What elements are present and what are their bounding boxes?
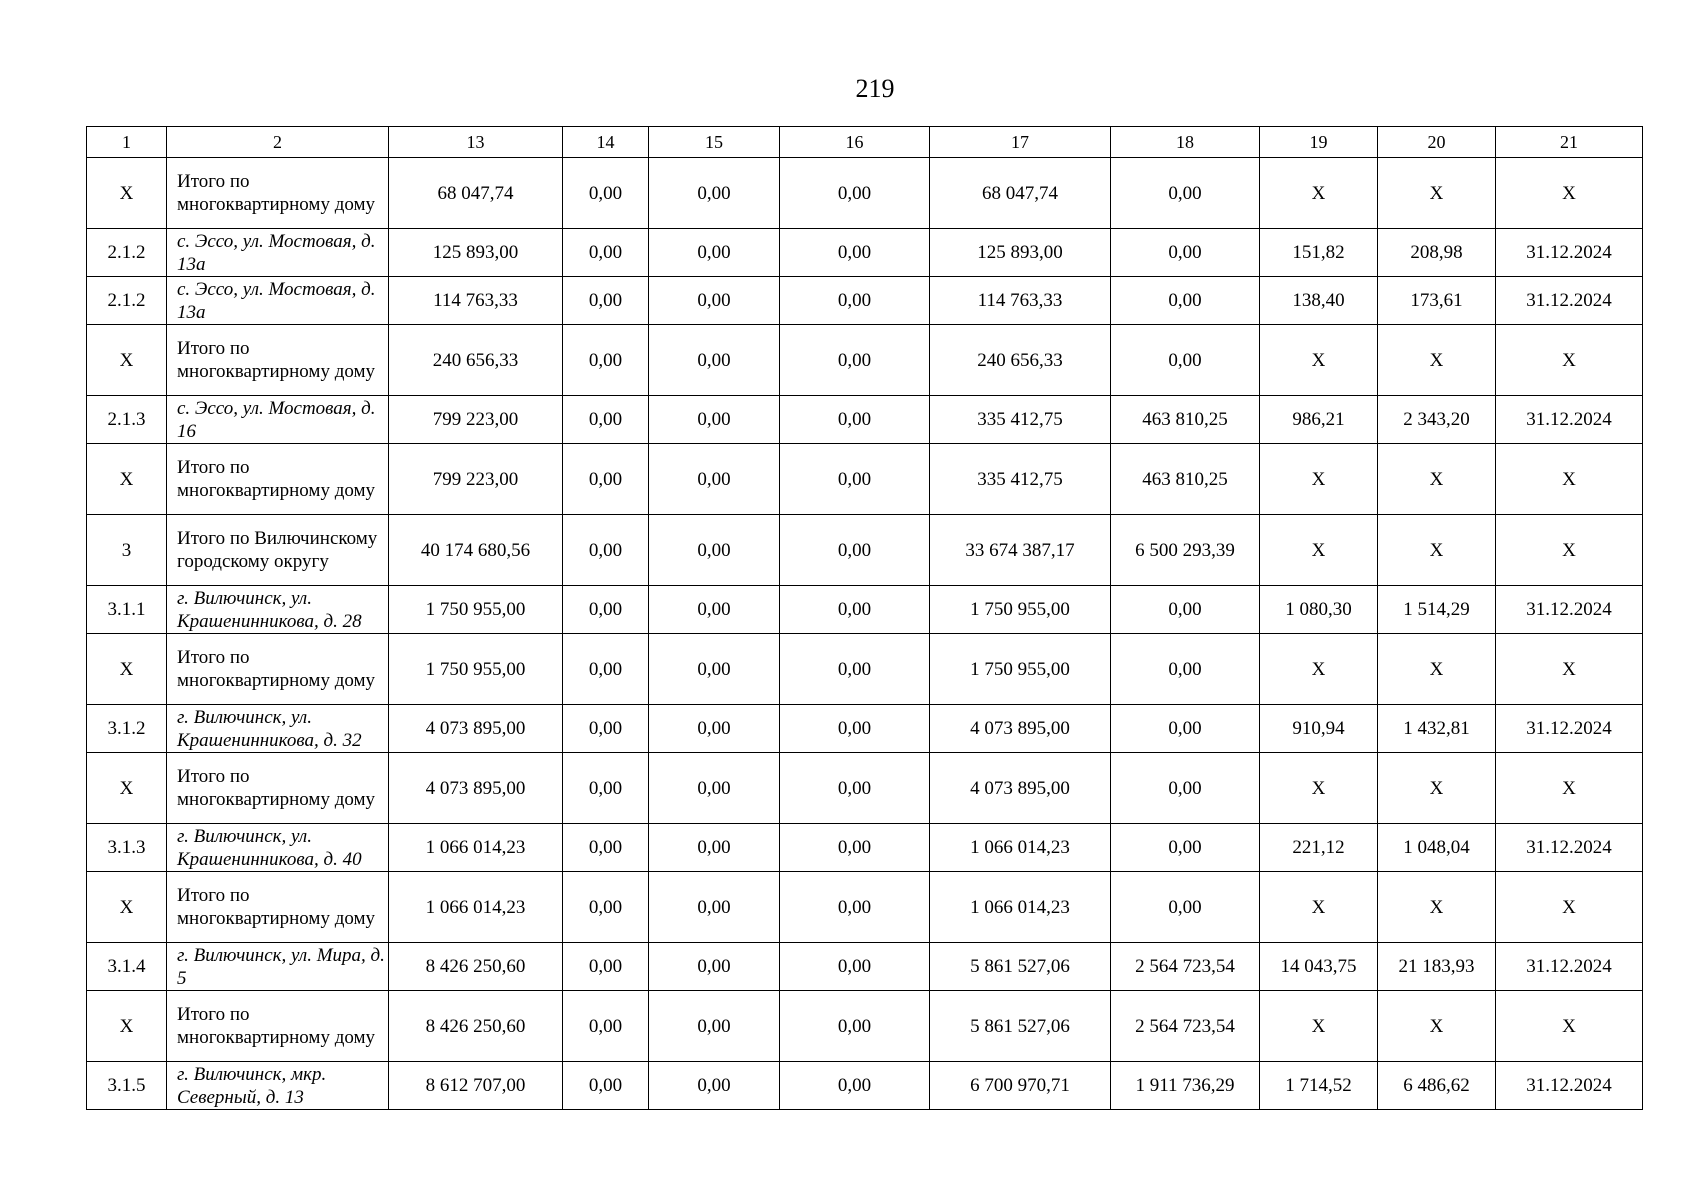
table-cell: 1 750 955,00 (930, 634, 1111, 705)
table-cell: 5 861 527,06 (930, 943, 1111, 991)
table-cell: 0,00 (780, 158, 930, 229)
row-name-cell: с. Эссо, ул. Мостовая, д. 16 (167, 396, 389, 444)
table-cell: 0,00 (780, 753, 930, 824)
table-cell: 0,00 (780, 824, 930, 872)
table-cell: 0,00 (563, 396, 649, 444)
table-cell: 0,00 (1111, 824, 1260, 872)
table-cell: X (1378, 634, 1496, 705)
row-name-cell: г. Вилючинск, ул. Крашенинникова, д. 32 (167, 705, 389, 753)
table-cell: 0,00 (563, 753, 649, 824)
table-cell: X (1378, 991, 1496, 1062)
table-cell: 0,00 (563, 943, 649, 991)
column-header: 1 (87, 127, 167, 158)
address-row (87, 277, 1643, 325)
table-cell: 0,00 (649, 753, 780, 824)
table-cell: 0,00 (1111, 872, 1260, 943)
table-cell: 1 514,29 (1378, 586, 1496, 634)
table-cell: 0,00 (780, 872, 930, 943)
table-cell: 31.12.2024 (1496, 1062, 1643, 1110)
table-cell: 0,00 (649, 444, 780, 515)
table-cell: X (1496, 634, 1643, 705)
row-name-cell: с. Эссо, ул. Мостовая, д. 13а (167, 277, 389, 325)
table-cell: 0,00 (780, 396, 930, 444)
table-cell: 125 893,00 (930, 229, 1111, 277)
table-cell: X (1496, 991, 1643, 1062)
total-row (87, 753, 1643, 824)
table-cell: 114 763,33 (389, 277, 563, 325)
column-header: 17 (930, 127, 1111, 158)
table-cell: 0,00 (563, 277, 649, 325)
table-cell: X (87, 872, 167, 943)
table-cell: 0,00 (780, 277, 930, 325)
row-name-cell: Итого по многоквартирному дому (167, 444, 389, 515)
table-cell: 31.12.2024 (1496, 824, 1643, 872)
table-cell: 0,00 (780, 515, 930, 586)
table-cell: 0,00 (649, 229, 780, 277)
column-header: 19 (1260, 127, 1378, 158)
row-name-cell: г. Вилючинск, ул. Мира, д. 5 (167, 943, 389, 991)
column-header: 2 (167, 127, 389, 158)
table-cell: X (87, 158, 167, 229)
table-cell: 0,00 (780, 634, 930, 705)
total-row (87, 158, 1643, 229)
table-cell: 1 750 955,00 (389, 586, 563, 634)
table-cell: 2 564 723,54 (1111, 943, 1260, 991)
table-cell: 8 612 707,00 (389, 1062, 563, 1110)
table-cell: 8 426 250,60 (389, 991, 563, 1062)
table-cell: X (1378, 158, 1496, 229)
total-row (87, 444, 1643, 515)
table-cell: 463 810,25 (1111, 444, 1260, 515)
table-cell: 0,00 (1111, 634, 1260, 705)
table-cell: 0,00 (1111, 325, 1260, 396)
table-cell: 4 073 895,00 (930, 753, 1111, 824)
table-cell: 1 750 955,00 (389, 634, 563, 705)
column-header: 21 (1496, 127, 1643, 158)
table-cell: 0,00 (1111, 586, 1260, 634)
table-cell: 0,00 (1111, 158, 1260, 229)
table-cell: 2 343,20 (1378, 396, 1496, 444)
total-row (87, 515, 1643, 586)
table-cell: 2.1.3 (87, 396, 167, 444)
column-header: 15 (649, 127, 780, 158)
table-cell: 240 656,33 (930, 325, 1111, 396)
table-cell: 3.1.2 (87, 705, 167, 753)
table-cell: 0,00 (563, 158, 649, 229)
table-cell: 0,00 (649, 943, 780, 991)
table-cell: 335 412,75 (930, 444, 1111, 515)
table-cell: 138,40 (1260, 277, 1378, 325)
column-header: 18 (1111, 127, 1260, 158)
table-cell: 0,00 (563, 634, 649, 705)
address-row (87, 705, 1643, 753)
table-cell: 0,00 (563, 444, 649, 515)
table-cell: 0,00 (649, 1062, 780, 1110)
table-cell: 68 047,74 (930, 158, 1111, 229)
table-cell: 0,00 (780, 325, 930, 396)
table-cell: 0,00 (649, 325, 780, 396)
table-cell: X (1496, 444, 1643, 515)
row-name-cell: Итого по многоквартирному дому (167, 634, 389, 705)
table-cell: 40 174 680,56 (389, 515, 563, 586)
row-name-cell: г. Вилючинск, мкр. Северный, д. 13 (167, 1062, 389, 1110)
table-cell: X (87, 991, 167, 1062)
row-name-cell: Итого по многоквартирному дому (167, 158, 389, 229)
address-row (87, 824, 1643, 872)
address-row (87, 586, 1643, 634)
table-cell: 5 861 527,06 (930, 991, 1111, 1062)
table-cell: 0,00 (780, 444, 930, 515)
table-cell: 0,00 (563, 1062, 649, 1110)
row-name-cell: Итого по многоквартирному дому (167, 872, 389, 943)
table-cell: 2.1.2 (87, 277, 167, 325)
row-name-cell: Итого по многоквартирному дому (167, 991, 389, 1062)
table-cell: 1 911 736,29 (1111, 1062, 1260, 1110)
total-row (87, 872, 1643, 943)
table-cell: 1 066 014,23 (930, 872, 1111, 943)
table-cell: X (1378, 753, 1496, 824)
column-header: 14 (563, 127, 649, 158)
table-cell: 31.12.2024 (1496, 705, 1643, 753)
table-cell: 125 893,00 (389, 229, 563, 277)
table-cell: 151,82 (1260, 229, 1378, 277)
table-cell: 14 043,75 (1260, 943, 1378, 991)
table-cell: 910,94 (1260, 705, 1378, 753)
table-cell: 0,00 (649, 634, 780, 705)
table-cell: 31.12.2024 (1496, 396, 1643, 444)
table-cell: 986,21 (1260, 396, 1378, 444)
table-cell: X (1496, 753, 1643, 824)
table-cell: 0,00 (563, 515, 649, 586)
table-cell: 31.12.2024 (1496, 277, 1643, 325)
total-row (87, 991, 1643, 1062)
table-cell: X (1378, 515, 1496, 586)
table-cell: 0,00 (780, 991, 930, 1062)
table-cell: 1 750 955,00 (930, 586, 1111, 634)
table-cell: X (1496, 325, 1643, 396)
table-cell: 1 714,52 (1260, 1062, 1378, 1110)
column-header: 13 (389, 127, 563, 158)
table-cell: X (87, 444, 167, 515)
table-cell: 1 066 014,23 (389, 824, 563, 872)
table-cell: 0,00 (649, 824, 780, 872)
table-cell: 3.1.4 (87, 943, 167, 991)
table-cell: 8 426 250,60 (389, 943, 563, 991)
table-cell: 0,00 (563, 586, 649, 634)
table-cell: X (1260, 872, 1378, 943)
table-cell: 1 080,30 (1260, 586, 1378, 634)
table-cell: 1 048,04 (1378, 824, 1496, 872)
table-cell: X (87, 325, 167, 396)
page-number: 219 (855, 74, 895, 103)
table-cell: X (87, 634, 167, 705)
table-cell: 208,98 (1378, 229, 1496, 277)
table-cell: 221,12 (1260, 824, 1378, 872)
table-cell: 0,00 (563, 325, 649, 396)
table-cell: X (1260, 444, 1378, 515)
table-cell: X (1496, 515, 1643, 586)
table-cell: 799 223,00 (389, 444, 563, 515)
data-table (86, 126, 1643, 1110)
table-cell: 0,00 (649, 586, 780, 634)
address-row (87, 229, 1643, 277)
table-cell: 114 763,33 (930, 277, 1111, 325)
table-cell: 0,00 (780, 586, 930, 634)
table-cell: 0,00 (649, 158, 780, 229)
table-cell: 0,00 (649, 872, 780, 943)
table-cell: 335 412,75 (930, 396, 1111, 444)
table-cell: X (1260, 325, 1378, 396)
table-cell: 0,00 (1111, 753, 1260, 824)
table-cell: 0,00 (563, 824, 649, 872)
table-cell: X (1378, 325, 1496, 396)
table-body (87, 158, 1643, 1110)
table-cell: 21 183,93 (1378, 943, 1496, 991)
row-name-cell: Итого по многоквартирному дому (167, 753, 389, 824)
table-cell: 3.1.3 (87, 824, 167, 872)
table-cell: 0,00 (649, 705, 780, 753)
row-name-cell: г. Вилючинск, ул. Крашенинникова, д. 28 (167, 586, 389, 634)
table-cell: X (1496, 158, 1643, 229)
table-cell: 4 073 895,00 (930, 705, 1111, 753)
total-row (87, 325, 1643, 396)
row-name-cell: Итого по Вилючинскому городскому округу (167, 515, 389, 586)
table-cell: 1 066 014,23 (389, 872, 563, 943)
table-cell: 3 (87, 515, 167, 586)
table-cell: 0,00 (780, 705, 930, 753)
table-cell: 0,00 (780, 943, 930, 991)
table-cell: 6 486,62 (1378, 1062, 1496, 1110)
table-cell: 31.12.2024 (1496, 229, 1643, 277)
table-cell: 3.1.1 (87, 586, 167, 634)
table-cell: X (1260, 634, 1378, 705)
table-cell: X (1260, 991, 1378, 1062)
table-cell: 68 047,74 (389, 158, 563, 229)
address-row (87, 396, 1643, 444)
table-cell: 0,00 (649, 277, 780, 325)
table-cell: X (1496, 872, 1643, 943)
row-name-cell: с. Эссо, ул. Мостовая, д. 13а (167, 229, 389, 277)
table-cell: X (1260, 515, 1378, 586)
table-cell: 0,00 (1111, 277, 1260, 325)
total-row (87, 634, 1643, 705)
table-cell: 1 432,81 (1378, 705, 1496, 753)
table-cell: 463 810,25 (1111, 396, 1260, 444)
column-header: 20 (1378, 127, 1496, 158)
table-cell: 173,61 (1378, 277, 1496, 325)
address-row (87, 943, 1643, 991)
table-cell: 3.1.5 (87, 1062, 167, 1110)
table-cell: 0,00 (563, 229, 649, 277)
table-cell: 2 564 723,54 (1111, 991, 1260, 1062)
table-cell: 4 073 895,00 (389, 753, 563, 824)
row-name-cell: Итого по многоквартирному дому (167, 325, 389, 396)
table-cell: 799 223,00 (389, 396, 563, 444)
table-cell: 0,00 (649, 515, 780, 586)
table-cell: X (1260, 158, 1378, 229)
table-cell: X (1378, 444, 1496, 515)
table-cell: 31.12.2024 (1496, 586, 1643, 634)
row-name-cell: г. Вилючинск, ул. Крашенинникова, д. 40 (167, 824, 389, 872)
table-cell: 2.1.2 (87, 229, 167, 277)
table-cell: 6 700 970,71 (930, 1062, 1111, 1110)
table-cell: 0,00 (563, 872, 649, 943)
table-cell: 0,00 (780, 229, 930, 277)
table-cell: 0,00 (649, 991, 780, 1062)
table-cell: 31.12.2024 (1496, 943, 1643, 991)
column-number-row (87, 127, 1643, 158)
table-cell: 33 674 387,17 (930, 515, 1111, 586)
table-cell: X (87, 753, 167, 824)
table-cell: 0,00 (563, 991, 649, 1062)
address-row (87, 1062, 1643, 1110)
table-cell: X (1378, 872, 1496, 943)
table-cell: X (1260, 753, 1378, 824)
table-cell: 4 073 895,00 (389, 705, 563, 753)
table-cell: 0,00 (1111, 229, 1260, 277)
table-cell: 0,00 (1111, 705, 1260, 753)
table-cell: 6 500 293,39 (1111, 515, 1260, 586)
table-cell: 0,00 (649, 396, 780, 444)
table-cell: 0,00 (563, 705, 649, 753)
table-cell: 0,00 (780, 1062, 930, 1110)
table-cell: 1 066 014,23 (930, 824, 1111, 872)
table-cell: 240 656,33 (389, 325, 563, 396)
column-header: 16 (780, 127, 930, 158)
